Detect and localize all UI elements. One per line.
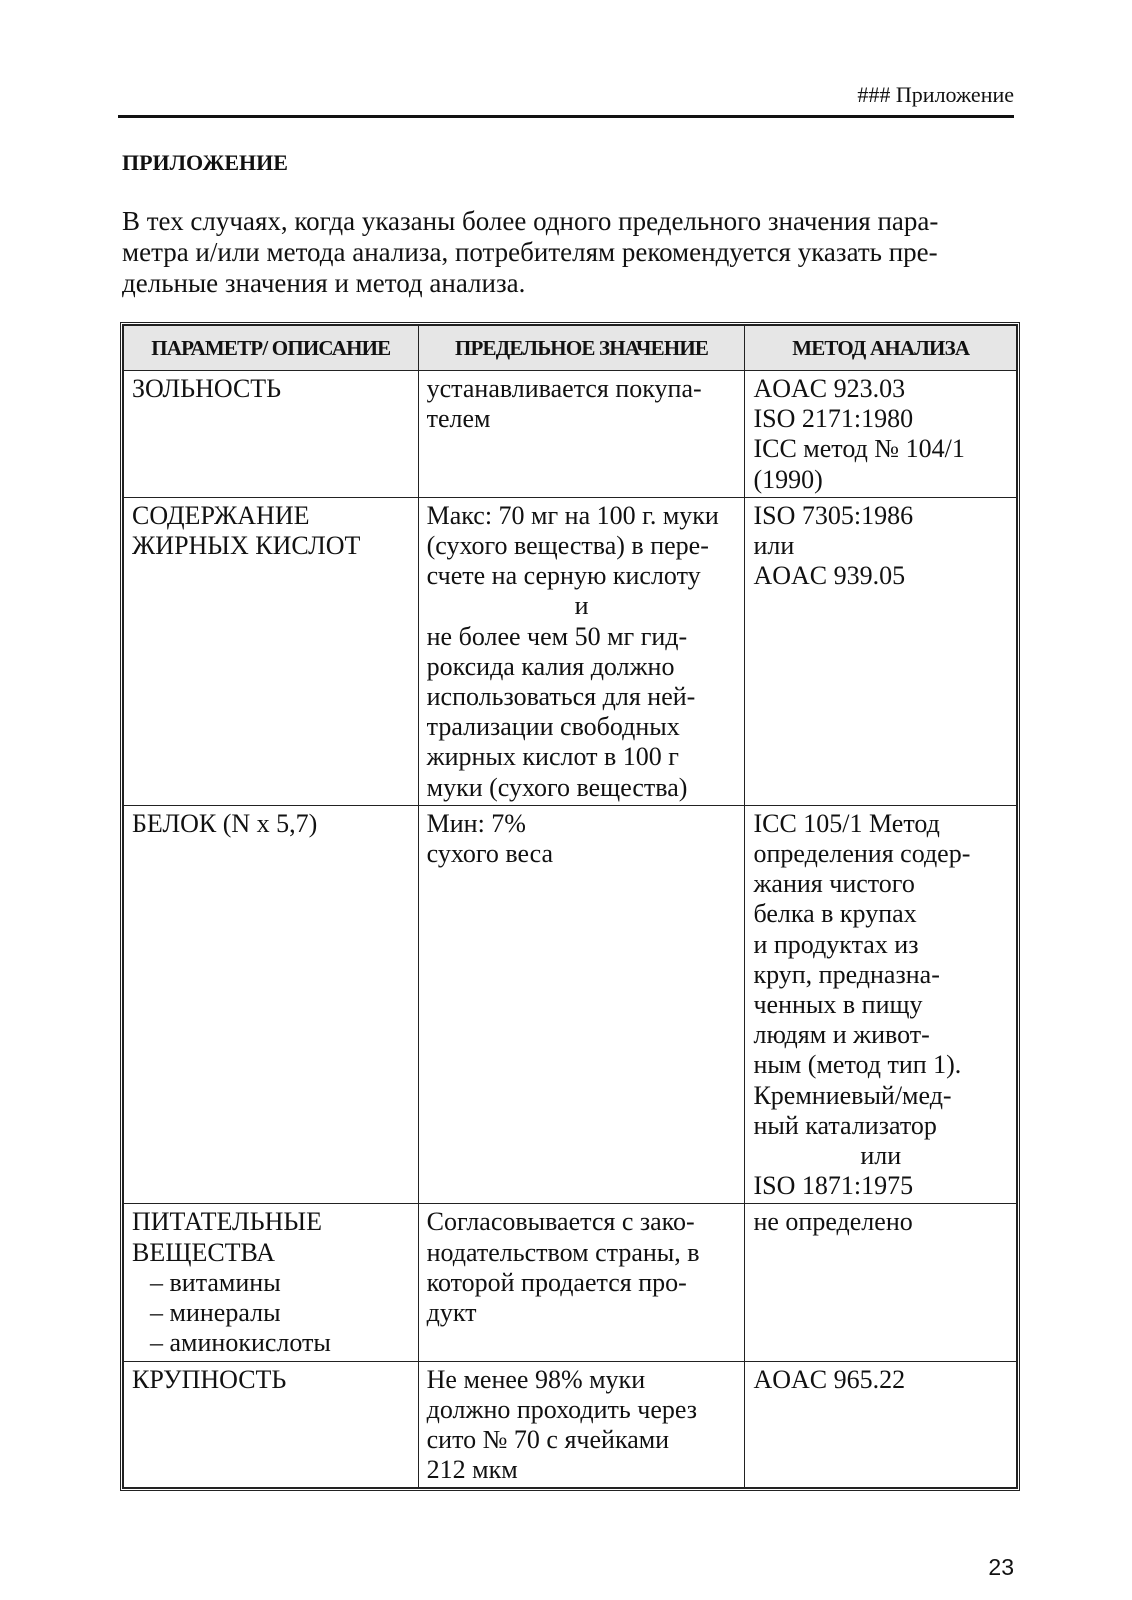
table-row bbox=[124, 1204, 1017, 1361]
intro-line: метра и/или метода анализа, потребителям рекомендуется указать пре- bbox=[122, 237, 938, 267]
cell-line: ным (метод тип 1). bbox=[753, 1050, 962, 1080]
method-cell bbox=[745, 1361, 1017, 1488]
cell-line: жания чистого bbox=[753, 869, 915, 899]
cell-line: должно проходить через bbox=[426, 1394, 698, 1424]
cell-line: или bbox=[860, 1141, 902, 1171]
cell-line: или bbox=[753, 531, 795, 561]
cell-line: ISO 2171:1980 bbox=[753, 404, 914, 434]
cell-line: устанавливается покупа- bbox=[426, 374, 702, 403]
cell-line: ISO 1871:1975 bbox=[753, 1171, 914, 1201]
cell-line: роксида калия должно bbox=[426, 651, 675, 681]
column-header-method: МЕТОД АНАЛИЗА bbox=[745, 326, 1017, 371]
method-cell bbox=[745, 497, 1017, 805]
parameters-table-frame bbox=[120, 322, 1020, 1491]
cell-line: (1990) bbox=[753, 464, 823, 494]
cell-line: БЕЛОК (N x 5,7) bbox=[132, 808, 318, 838]
cell-line: ЗОЛЬНОСТЬ bbox=[132, 374, 282, 403]
cell-line: дукт bbox=[426, 1298, 477, 1328]
cell-line: круп, предназна- bbox=[753, 959, 940, 989]
column-header-parameter: ПАРАМЕТР/ ОПИСАНИЕ bbox=[124, 326, 419, 371]
cell-line: КРУПНОСТЬ bbox=[132, 1364, 287, 1394]
cell-line: людям и живот- bbox=[753, 1020, 930, 1050]
cell-line: – аминокислоты bbox=[150, 1328, 331, 1358]
cell-line: Кремниевый/мед- bbox=[753, 1080, 952, 1110]
cell-line: жирных кислот в 100 г bbox=[426, 742, 679, 772]
cell-line: AOAC 939.05 bbox=[753, 561, 906, 591]
cell-line: муки (сухого вещества) bbox=[426, 772, 688, 802]
table-row bbox=[124, 1361, 1017, 1488]
parameters-table bbox=[123, 325, 1017, 1488]
cell-line: и продуктах из bbox=[753, 929, 919, 959]
section-title: ПРИЛОЖЕНИЕ bbox=[122, 150, 288, 175]
cell-line: – минералы bbox=[150, 1298, 281, 1328]
table-row bbox=[124, 371, 1017, 498]
header-rule bbox=[118, 115, 1014, 118]
table-body bbox=[124, 371, 1017, 1488]
cell-line: не определено bbox=[753, 1207, 913, 1237]
cell-line: Мин: 7% bbox=[426, 808, 526, 838]
cell-line: ISO 7305:1986 bbox=[753, 500, 914, 530]
cell-line: определения содер- bbox=[753, 839, 971, 869]
limit-cell bbox=[418, 371, 745, 498]
cell-line: сито № 70 с ячейками bbox=[426, 1424, 670, 1454]
cell-line: ICC 105/1 Метод bbox=[753, 808, 940, 838]
cell-line: сухого веса bbox=[426, 839, 554, 869]
cell-line: AOAC 923.03 bbox=[753, 374, 906, 403]
cell-line: ICC метод № 104/1 bbox=[753, 434, 965, 464]
limit-cell bbox=[418, 805, 745, 1204]
parameter-cell bbox=[124, 1204, 419, 1361]
intro-line: В тех случаях, когда указаны более одного предельного значения пара- bbox=[122, 206, 939, 236]
cell-line: ный катализатор bbox=[753, 1110, 937, 1140]
method-cell bbox=[745, 805, 1017, 1204]
cell-line: трализации свободных bbox=[426, 712, 680, 742]
cell-line: Согласовывается с зако- bbox=[426, 1207, 695, 1237]
cell-line: использоваться для ней- bbox=[426, 682, 696, 712]
cell-line: не более чем 50 мг гид- bbox=[426, 621, 688, 651]
cell-line: Макс: 70 мг на 100 г. муки bbox=[426, 500, 719, 530]
cell-line: нодательством страны, в bbox=[426, 1237, 700, 1267]
cell-line: СОДЕРЖАНИЕ bbox=[132, 500, 310, 530]
table-header-row bbox=[124, 326, 1017, 371]
cell-line: 212 мкм bbox=[426, 1455, 518, 1485]
cell-line: ВЕЩЕСТВА bbox=[132, 1237, 276, 1267]
cell-line: (сухого вещества) в пере- bbox=[426, 531, 709, 561]
method-cell bbox=[745, 1204, 1017, 1361]
cell-line: телем bbox=[426, 404, 491, 434]
limit-cell bbox=[418, 497, 745, 805]
column-header-limit: ПРЕДЕЛЬНОЕ ЗНАЧЕНИЕ bbox=[418, 326, 745, 371]
cell-line: ченных в пищу bbox=[753, 990, 923, 1020]
parameter-cell bbox=[124, 371, 419, 498]
parameter-cell bbox=[124, 497, 419, 805]
table-row bbox=[124, 497, 1017, 805]
intro-line: дельные значения и метод анализа. bbox=[122, 268, 526, 298]
limit-cell bbox=[418, 1204, 745, 1361]
cell-line: и bbox=[574, 591, 589, 621]
cell-line: ЖИРНЫХ КИСЛОТ bbox=[132, 531, 361, 561]
cell-line: ПИТАТЕЛЬНЫЕ bbox=[132, 1207, 322, 1237]
limit-cell bbox=[418, 1361, 745, 1488]
cell-line: – витамины bbox=[150, 1267, 281, 1297]
method-cell bbox=[745, 371, 1017, 498]
parameter-cell bbox=[124, 805, 419, 1204]
page-header: ### Приложение bbox=[857, 82, 1014, 107]
cell-line: белка в крупах bbox=[753, 899, 917, 929]
page-number: 23 bbox=[988, 1554, 1014, 1580]
intro-paragraph bbox=[122, 206, 1014, 299]
cell-line: Не менее 98% муки bbox=[426, 1364, 646, 1394]
cell-line: AOAC 965.22 bbox=[753, 1364, 906, 1394]
table-row bbox=[124, 805, 1017, 1204]
cell-line: счете на серную кислоту bbox=[426, 561, 701, 591]
cell-line: которой продается про- bbox=[426, 1267, 687, 1297]
parameter-cell bbox=[124, 1361, 419, 1488]
